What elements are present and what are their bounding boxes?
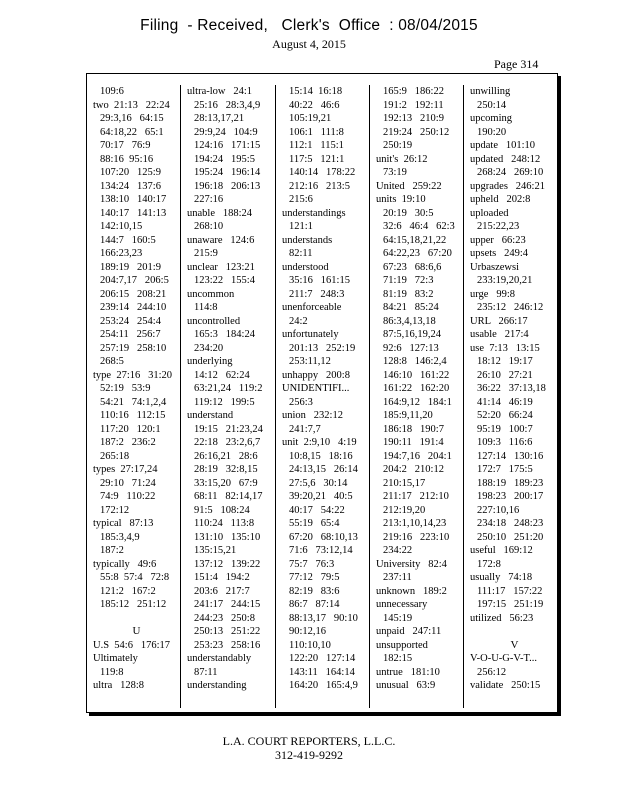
index-line: 165:3 184:24: [194, 329, 255, 340]
index-line: 142:10,15: [100, 221, 143, 232]
index-line: ultra 128:8: [93, 680, 145, 691]
index-line: 55:8 57:4 72:8: [100, 572, 170, 583]
index-line: 109:3 116:6: [477, 437, 533, 448]
index-line: update 101:10: [470, 140, 536, 151]
index-line: 227:16: [194, 194, 224, 205]
index-line: unfortunately: [282, 329, 339, 340]
index-line: 95:19 100:7: [477, 423, 533, 435]
index-line: understandings: [282, 207, 346, 219]
index-line: 215:22,23: [477, 221, 520, 232]
index-line: upper 66:23: [470, 234, 526, 246]
index-line: 165:9 186:22: [383, 86, 444, 97]
index-line: 15:14 16:18: [289, 86, 343, 97]
index-line: 63:21,24 119:2: [194, 383, 263, 394]
index-line: 196:18 206:13: [194, 180, 261, 192]
index-line: 254:11 256:7: [100, 329, 161, 340]
index-line: typically 49:6: [93, 558, 157, 570]
index-line: ultra-low 24:1: [187, 86, 253, 97]
index-line: 185:9,11,20: [383, 410, 433, 421]
index-line: 27:5,6 30:14: [289, 477, 348, 489]
index-line: 253:11,12: [289, 356, 331, 367]
filing-stamp: Filing - Received, Clerk's Office : 08/04/2015: [140, 17, 478, 34]
index-line: 64:22,23 67:20: [383, 248, 452, 259]
index-line: 235:12 246:12: [477, 302, 544, 313]
index-line: 187:2 236:2: [100, 437, 156, 448]
index-line: 197:15 251:19: [477, 599, 544, 610]
index-line: 166:23,23: [100, 248, 143, 259]
index-line: 234:20: [194, 342, 224, 354]
index-line: updated 248:12: [470, 153, 541, 165]
index-line: 219:16 223:10: [383, 531, 450, 543]
index-line: 185:3,4,9: [100, 531, 140, 543]
index-line: 268:5: [100, 356, 124, 367]
index-line: 191:2 192:11: [383, 99, 444, 111]
index-line: upsets 249:4: [470, 248, 529, 259]
index-line: 117:5 121:1: [289, 153, 345, 165]
index-line: understanding: [187, 680, 247, 691]
index-line: 123:22 155:4: [194, 275, 255, 286]
index-line: understood: [282, 261, 329, 273]
section-letter: U: [132, 625, 141, 637]
index-line: 138:10 140:17: [100, 194, 167, 205]
index-line: union 232:12: [282, 410, 343, 421]
index-line: Ultimately: [93, 653, 138, 664]
index-line: use 7:13 13:15: [470, 342, 540, 354]
index-line: urge 99:8: [470, 288, 516, 300]
index-line: 77:12 79:5: [289, 572, 340, 583]
index-line: 88:16 95:16: [100, 153, 154, 165]
index-line: 211:7 248:3: [289, 288, 345, 300]
index-line: 188:19 189:23: [477, 477, 544, 489]
index-line: unwilling: [470, 86, 511, 97]
index-line: 29:10 71:24: [100, 477, 156, 489]
index-line: 234:18 248:23: [477, 518, 544, 529]
index-line: typical 87:13: [93, 518, 154, 529]
index-line: 219:24 250:12: [383, 126, 450, 138]
index-line: University 82:4: [376, 558, 447, 570]
index-line: 164:20 165:4,9: [289, 680, 358, 691]
index-line: 91:5 108:24: [194, 504, 250, 516]
index-line: 26:16,21 28:6: [194, 450, 258, 462]
index-frame: [86, 73, 558, 713]
index-line: 106:1 111:8: [289, 126, 344, 138]
index-line: 90:12,16: [289, 626, 327, 637]
index-line: 185:12 251:12: [100, 599, 167, 610]
index-line: 161:22 162:20: [383, 383, 450, 394]
index-line: 39:20,21 40:5: [289, 491, 353, 502]
index-line: 227:10,16: [477, 504, 520, 516]
index-line: URL 266:17: [470, 315, 528, 327]
index-line: 164:9,12 184:1: [383, 396, 452, 408]
index-line: 128:8 146:2,4: [383, 356, 447, 367]
index-line: 151:4 194:2: [194, 572, 250, 583]
index-line: unenforceable: [282, 302, 342, 313]
index-line: 105:19,21: [289, 113, 332, 124]
index-line: 257:19 258:10: [100, 342, 167, 354]
index-line: 64:15,18,21,22: [383, 234, 447, 246]
index-line: 145:19: [383, 612, 413, 624]
index-line: unable 188:24: [187, 207, 253, 219]
index-line: uncommon: [187, 288, 235, 300]
index-line: unit's 26:12: [376, 153, 428, 165]
index-line: 86:3,4,13,18: [383, 315, 436, 327]
court-reporter-name: L.A. COURT REPORTERS, L.L.C.: [222, 734, 396, 748]
index-line: 107:20 125:9: [100, 167, 161, 178]
index-line: 194:7,16 204:1: [383, 450, 452, 462]
index-line: understand: [187, 410, 234, 421]
index-line: 172:8: [477, 558, 501, 570]
index-line: 81:19 83:2: [383, 288, 434, 300]
index-line: 24:2: [289, 315, 308, 327]
index-line: 54:21 74:1,2,4: [100, 396, 167, 408]
index-line: 67:23 68:6,6: [383, 261, 442, 273]
index-line: unusual 63:9: [376, 680, 436, 691]
index-line: 250:19: [383, 140, 413, 151]
index-line: 88:13,17 90:10: [289, 612, 358, 624]
index-line: 52:19 53:9: [100, 383, 151, 394]
index-line: 256:3: [289, 396, 313, 408]
index-line: United 259:22: [376, 180, 442, 192]
index-line: 71:6 73:12,14: [289, 545, 353, 556]
index-line: 143:11 164:14: [289, 666, 355, 678]
index-line: 190:20: [477, 126, 507, 138]
index-line: 24:13,15 26:14: [289, 464, 358, 475]
index-line: 253:24 254:4: [100, 315, 161, 327]
index-line: unit 2:9,10 4:19: [282, 437, 357, 448]
index-line: uncontrolled: [187, 315, 241, 327]
index-line: two 21:13 22:24: [93, 99, 170, 111]
index-line: 215:9: [194, 248, 218, 259]
index-line: unknown 189:2: [376, 585, 447, 597]
index-line: 110:16 112:15: [100, 410, 166, 421]
index-line: 117:20 120:1: [100, 423, 161, 435]
index-line: 32:6 46:4 62:3: [383, 221, 455, 232]
index-line: 110:10,10: [289, 639, 331, 651]
index-line: 131:10 135:10: [194, 531, 261, 543]
index-line: 87:11: [194, 666, 218, 678]
index-column-2: [181, 85, 276, 708]
index-line: 204:2 210:12: [383, 464, 444, 475]
index-line: 121:1: [289, 221, 313, 232]
index-line: 41:14 46:19: [477, 396, 533, 408]
index-line: underlying: [187, 356, 233, 367]
index-line: units 19:10: [376, 194, 426, 205]
index-line: 194:24 195:5: [194, 153, 255, 165]
index-line: 144:7 160:5: [100, 234, 156, 246]
index-line: 112:1 115:1: [289, 140, 344, 151]
index-line: 19:15 21:23,24: [194, 423, 263, 435]
index-line: 84:21 85:24: [383, 302, 439, 313]
index-line: 36:22 37:13,18: [477, 383, 546, 394]
index-line: 268:24 269:10: [477, 167, 544, 178]
index-line: 172:12: [100, 504, 130, 516]
index-line: 71:19 72:3: [383, 275, 434, 286]
index-line: upheld 202:8: [470, 194, 531, 205]
index-line: 140:14 178:22: [289, 167, 356, 178]
index-line: 192:13 210:9: [383, 113, 444, 124]
index-line: 14:12 62:24: [194, 369, 250, 381]
index-line: 213:1,10,14,23: [383, 518, 447, 529]
index-line: unpaid 247:11: [376, 626, 442, 637]
index-line: 124:16 171:15: [194, 140, 261, 151]
index-column-4: [370, 85, 464, 708]
index-column-3: [276, 85, 370, 708]
index-line: 195:24 196:14: [194, 167, 261, 178]
index-line: 119:12 199:5: [194, 396, 255, 408]
index-line: utilized 56:23: [470, 612, 534, 624]
index-line: 182:15: [383, 653, 413, 664]
index-line: 198:23 200:17: [477, 491, 544, 502]
index-line: 189:19 201:9: [100, 261, 161, 273]
index-line: 265:18: [100, 450, 130, 462]
index-line: 122:20 127:14: [289, 653, 356, 664]
index-line: unhappy 200:8: [282, 369, 350, 381]
index-line: untrue 181:10: [376, 666, 440, 678]
index-line: 86:7 87:14: [289, 599, 340, 610]
index-line: 26:10 27:21: [477, 369, 533, 381]
index-line: 74:9 110:22: [100, 491, 156, 502]
index-line: 201:13 252:19: [289, 342, 356, 354]
index-line: 40:17 54:22: [289, 504, 345, 516]
index-line: 18:12 19:17: [477, 356, 533, 367]
index-line: 75:7 76:3: [289, 558, 335, 570]
index-line: 203:6 217:7: [194, 585, 250, 597]
index-line: 186:18 190:7: [383, 423, 444, 435]
court-reporter-phone: 312-419-9292: [275, 748, 343, 762]
index-line: 29:3,16 64:15: [100, 113, 164, 124]
index-line: 28:13,17,21: [194, 113, 245, 124]
index-line: understandably: [187, 653, 252, 664]
index-line: 212:16 213:5: [289, 180, 350, 192]
index-line: 82:19 83:6: [289, 585, 340, 597]
index-line: understands: [282, 234, 333, 246]
index-line: useful 169:12: [470, 545, 533, 556]
index-column-1: [87, 85, 181, 708]
index-line: type 27:16 31:20: [93, 369, 173, 381]
index-line: U.S 54:6 176:17: [93, 639, 171, 651]
index-line: 109:6: [100, 86, 124, 97]
index-line: 127:14 130:16: [477, 450, 544, 462]
index-line: 67:20 68:10,13: [289, 531, 358, 543]
index-line: 64:18,22 65:1: [100, 126, 164, 138]
index-line: 146:10 161:22: [383, 369, 450, 381]
index-line: V-O-U-G-V-T...: [470, 653, 537, 664]
index-line: 268:10: [194, 221, 224, 232]
index-line: 190:11 191:4: [383, 437, 444, 448]
index-line: 29:9,24 104:9: [194, 126, 258, 138]
index-line: 35:16 161:15: [289, 275, 350, 286]
index-line: 20:19 30:5: [383, 207, 434, 219]
index-line: 244:23 250:8: [194, 612, 255, 624]
index-line: 33:15,20 67:9: [194, 477, 258, 489]
index-line: 206:15 208:21: [100, 288, 167, 300]
index-line: validate 250:15: [470, 680, 541, 691]
index-line: 187:2: [100, 545, 124, 556]
index-line: upcoming: [470, 113, 512, 124]
index-line: unclear 123:21: [187, 261, 255, 273]
index-line: 68:11 82:14,17: [194, 491, 263, 502]
index-line: 134:24 137:6: [100, 180, 161, 192]
index-line: usable 217:4: [470, 329, 529, 340]
document-date: August 4, 2015: [272, 37, 346, 51]
index-line: 239:14 244:10: [100, 302, 167, 313]
index-line: 55:19 65:4: [289, 518, 340, 529]
index-line: 233:19,20,21: [477, 275, 533, 286]
index-line: 211:17 212:10: [383, 491, 449, 502]
index-line: usually 74:18: [470, 572, 533, 583]
index-line: 250:14: [477, 99, 507, 111]
index-line: 52:20 66:24: [477, 410, 533, 421]
index-line: 140:17 141:13: [100, 207, 167, 219]
index-line: UNIDENTIFI...: [282, 383, 350, 394]
index-line: 215:6: [289, 194, 313, 205]
index-line: 137:12 139:22: [194, 558, 261, 570]
index-line: Urbaszewsi: [470, 261, 519, 273]
blank-line: [93, 612, 180, 626]
index-line: upgrades 246:21: [470, 180, 545, 192]
index-line: 70:17 76:9: [100, 140, 151, 151]
index-line: 82:11: [289, 248, 313, 259]
index-line: 25:16 28:3,4,9: [194, 99, 261, 111]
index-line: 234:22: [383, 545, 413, 556]
section-letter: V: [510, 638, 519, 651]
index-line: 250:10 251:20: [477, 531, 544, 543]
index-line: 111:17 157:22: [477, 585, 543, 597]
index-line: unsupported: [376, 639, 428, 651]
index-line: 92:6 127:13: [383, 342, 439, 354]
index-column-5: [464, 85, 559, 708]
index-line: 253:23 258:16: [194, 639, 261, 651]
index-line: 256:12: [477, 666, 507, 678]
index-line: 110:24 113:8: [194, 518, 255, 529]
index-line: 121:2 167:2: [100, 585, 156, 597]
index-line: 241:17 244:15: [194, 599, 261, 610]
index-line: 241:7,7: [289, 423, 321, 435]
index-line: 28:19 32:8,15: [194, 464, 258, 475]
index-line: 10:8,15 18:16: [289, 450, 353, 462]
index-line: types 27:17,24: [93, 464, 158, 475]
index-line: 73:19: [383, 167, 407, 178]
index-line: 172:7 175:5: [477, 464, 533, 475]
page-number: Page 314: [494, 57, 539, 71]
index-line: 40:22 46:6: [289, 99, 340, 111]
index-line: 119:8: [100, 666, 124, 678]
index-line: 212:19,20: [383, 504, 426, 516]
index-line: 22:18 23:2,6,7: [194, 437, 261, 448]
index-line: unaware 124:6: [187, 234, 255, 246]
index-line: unnecessary: [376, 599, 428, 610]
index-line: 204:7,17 206:5: [100, 275, 169, 286]
index-line: uploaded: [470, 207, 509, 219]
index-line: 135:15,21: [194, 545, 237, 556]
index-line: 114:8: [194, 302, 218, 313]
blank-line: [470, 625, 559, 639]
index-line: 250:13 251:22: [194, 626, 261, 637]
index-line: 237:11: [383, 572, 412, 583]
index-line: 87:5,16,19,24: [383, 329, 442, 340]
index-line: 210:15,17: [383, 477, 426, 489]
